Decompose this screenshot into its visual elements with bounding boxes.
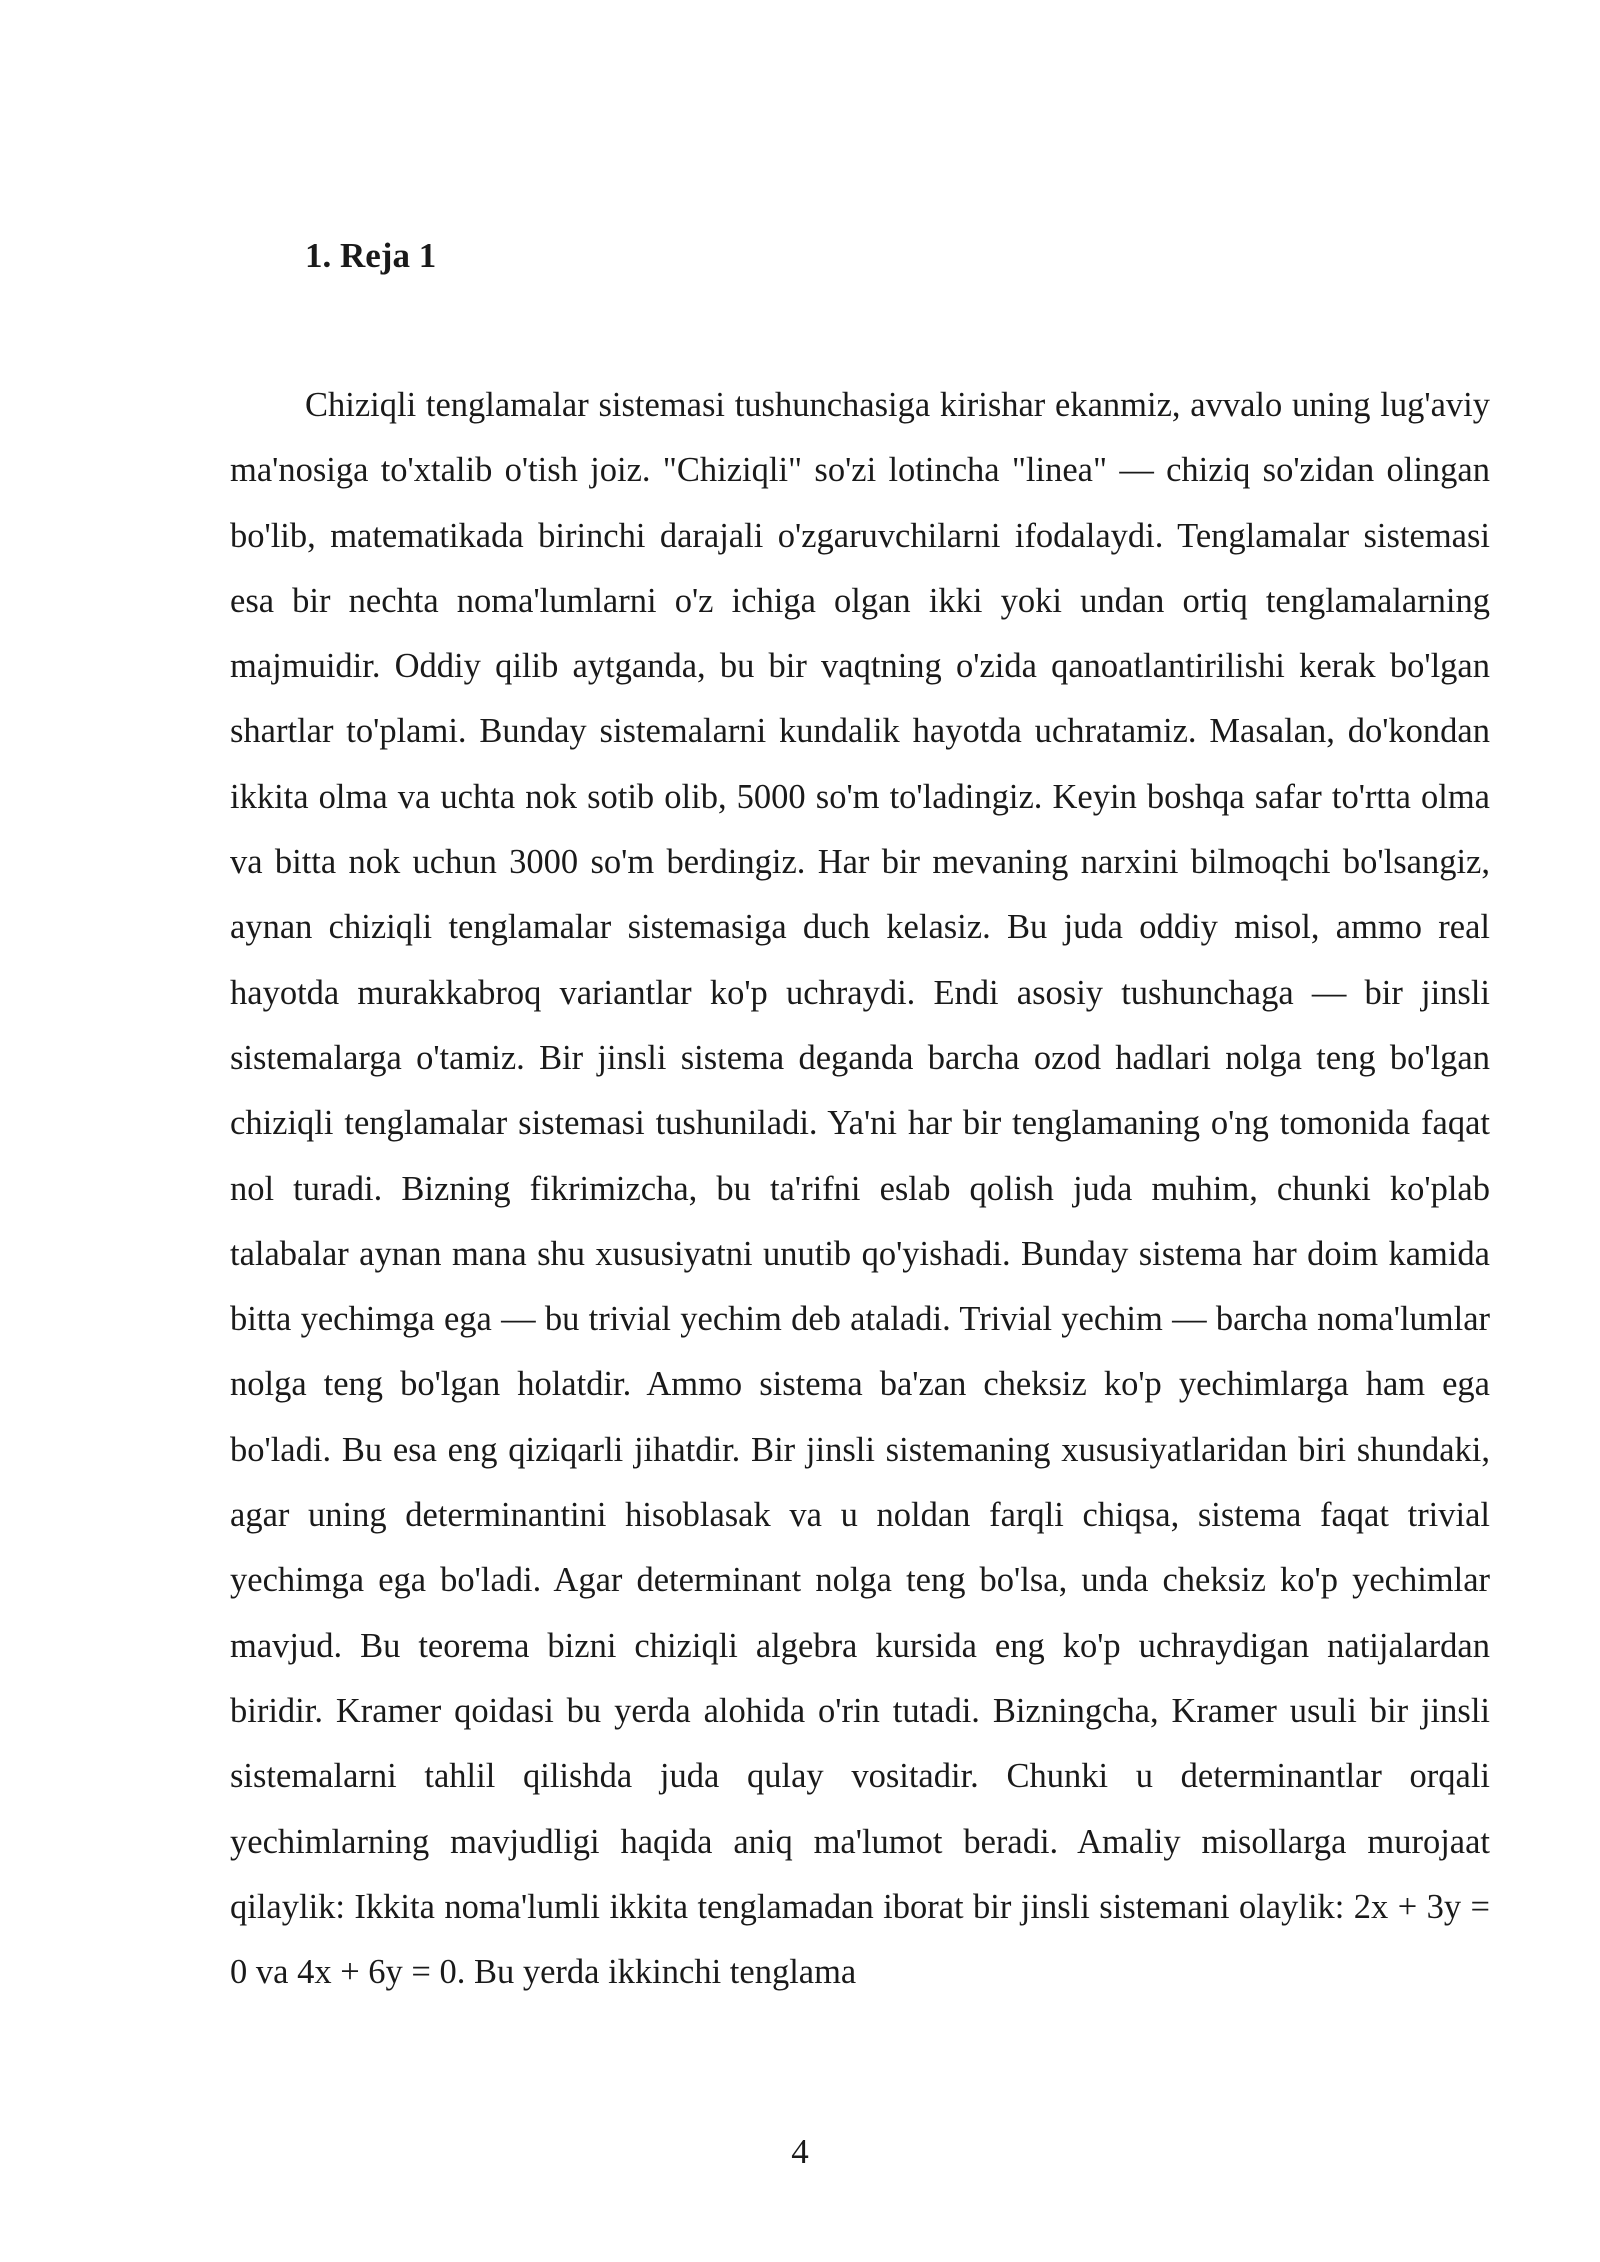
page-number: 4 — [791, 2132, 809, 2171]
body-paragraph: Chiziqli tenglamalar sistemasi tushunchasiga kirishar ekanmiz, avvalo uning lug'aviy ma'nosiga to'xtalib o'tish joiz. "Chiziqli" so'zi lotincha "linea" — chiziq so'zidan olingan bo'lib, matematikada birinchi darajali o'zgaruvchilarni ifodalaydi. Tenglamalar sistemasi esa bir nechta noma'lumlarni o'z ichiga olgan ikki yoki undan ortiq tenglamalarning majmuidir. Oddiy qilib aytganda, bu bir vaqtning o'zida qanoatlantirilishi kerak bo'lgan shartlar to'plami. Bunday sistemalarni kundalik hayotda uchratamiz. Masalan, do'kondan ikkita olma va uchta nok sotib olib, 5000 so'm to'ladingiz. Keyin boshqa safar to'rtta olma va bitta nok uchun 3000 so'm berdingiz. Har bir mevaning narxini bilmoqchi bo'lsangiz, aynan chiziqli tenglamalar sistemasiga duch kelasiz. Bu juda oddiy misol, ammo real hayotda murakkabroq variantlar ko'p uchraydi. Endi asosiy tushunchaga — bir jinsli sistemalarga o'tamiz. Bir jinsli sistema deganda barcha ozod hadlari nolga teng bo'lgan chiziqli tenglamalar sistemasi tushuniladi. Ya'ni har bir tenglamaning o'ng tomonida faqat nol turadi. Bizning fikrimizcha, bu ta'rifni eslab qolish juda muhim, chunki ko'plab talabalar aynan mana shu xususiyatni unutib qo'yishadi. Bunday sistema har doim kamida bitta yechimga ega — bu trivial yechim deb ataladi. Trivial yechim — barcha noma'lumlar nolga teng bo'lgan holatdir. Ammo sistema ba'zan cheksiz ko'p yechimlarga ham ega bo'ladi. Bu esa eng qiziqarli jihatdir. Bir jinsli sistemaning xususiyatlaridan biri shundaki, agar uning determinantini hisoblasak va u noldan farqli chiqsa, sistema faqat trivial yechimga ega bo'ladi. Agar determinant nolga teng bo'lsa, unda cheksiz ko'p yechimlar mavjud. Bu teorema bizni chiziqli algebra kursida eng ko'p uchraydigan natijalardan biridir. Kramer qoidasi bu yerda alohida o'rin tutadi. Bizningcha, Kramer usuli bir jinsli sistemalarni tahlil qilishda juda qulay vositadir. Chunki u determinantlar orqali yechimlarning mavjudligi haqida aniq ma'lumot beradi. Amaliy misollarga murojaat qilaylik: Ikkita noma'lumli ikkita tenglamadan iborat bir jinsli sistemani olaylik: 2x + 3y = 0 va 4x + 6y = 0. Bu yerda ikkinchi tenglama — [230, 386, 1490, 1992]
section-heading: 1. Reja 1 — [305, 236, 437, 275]
